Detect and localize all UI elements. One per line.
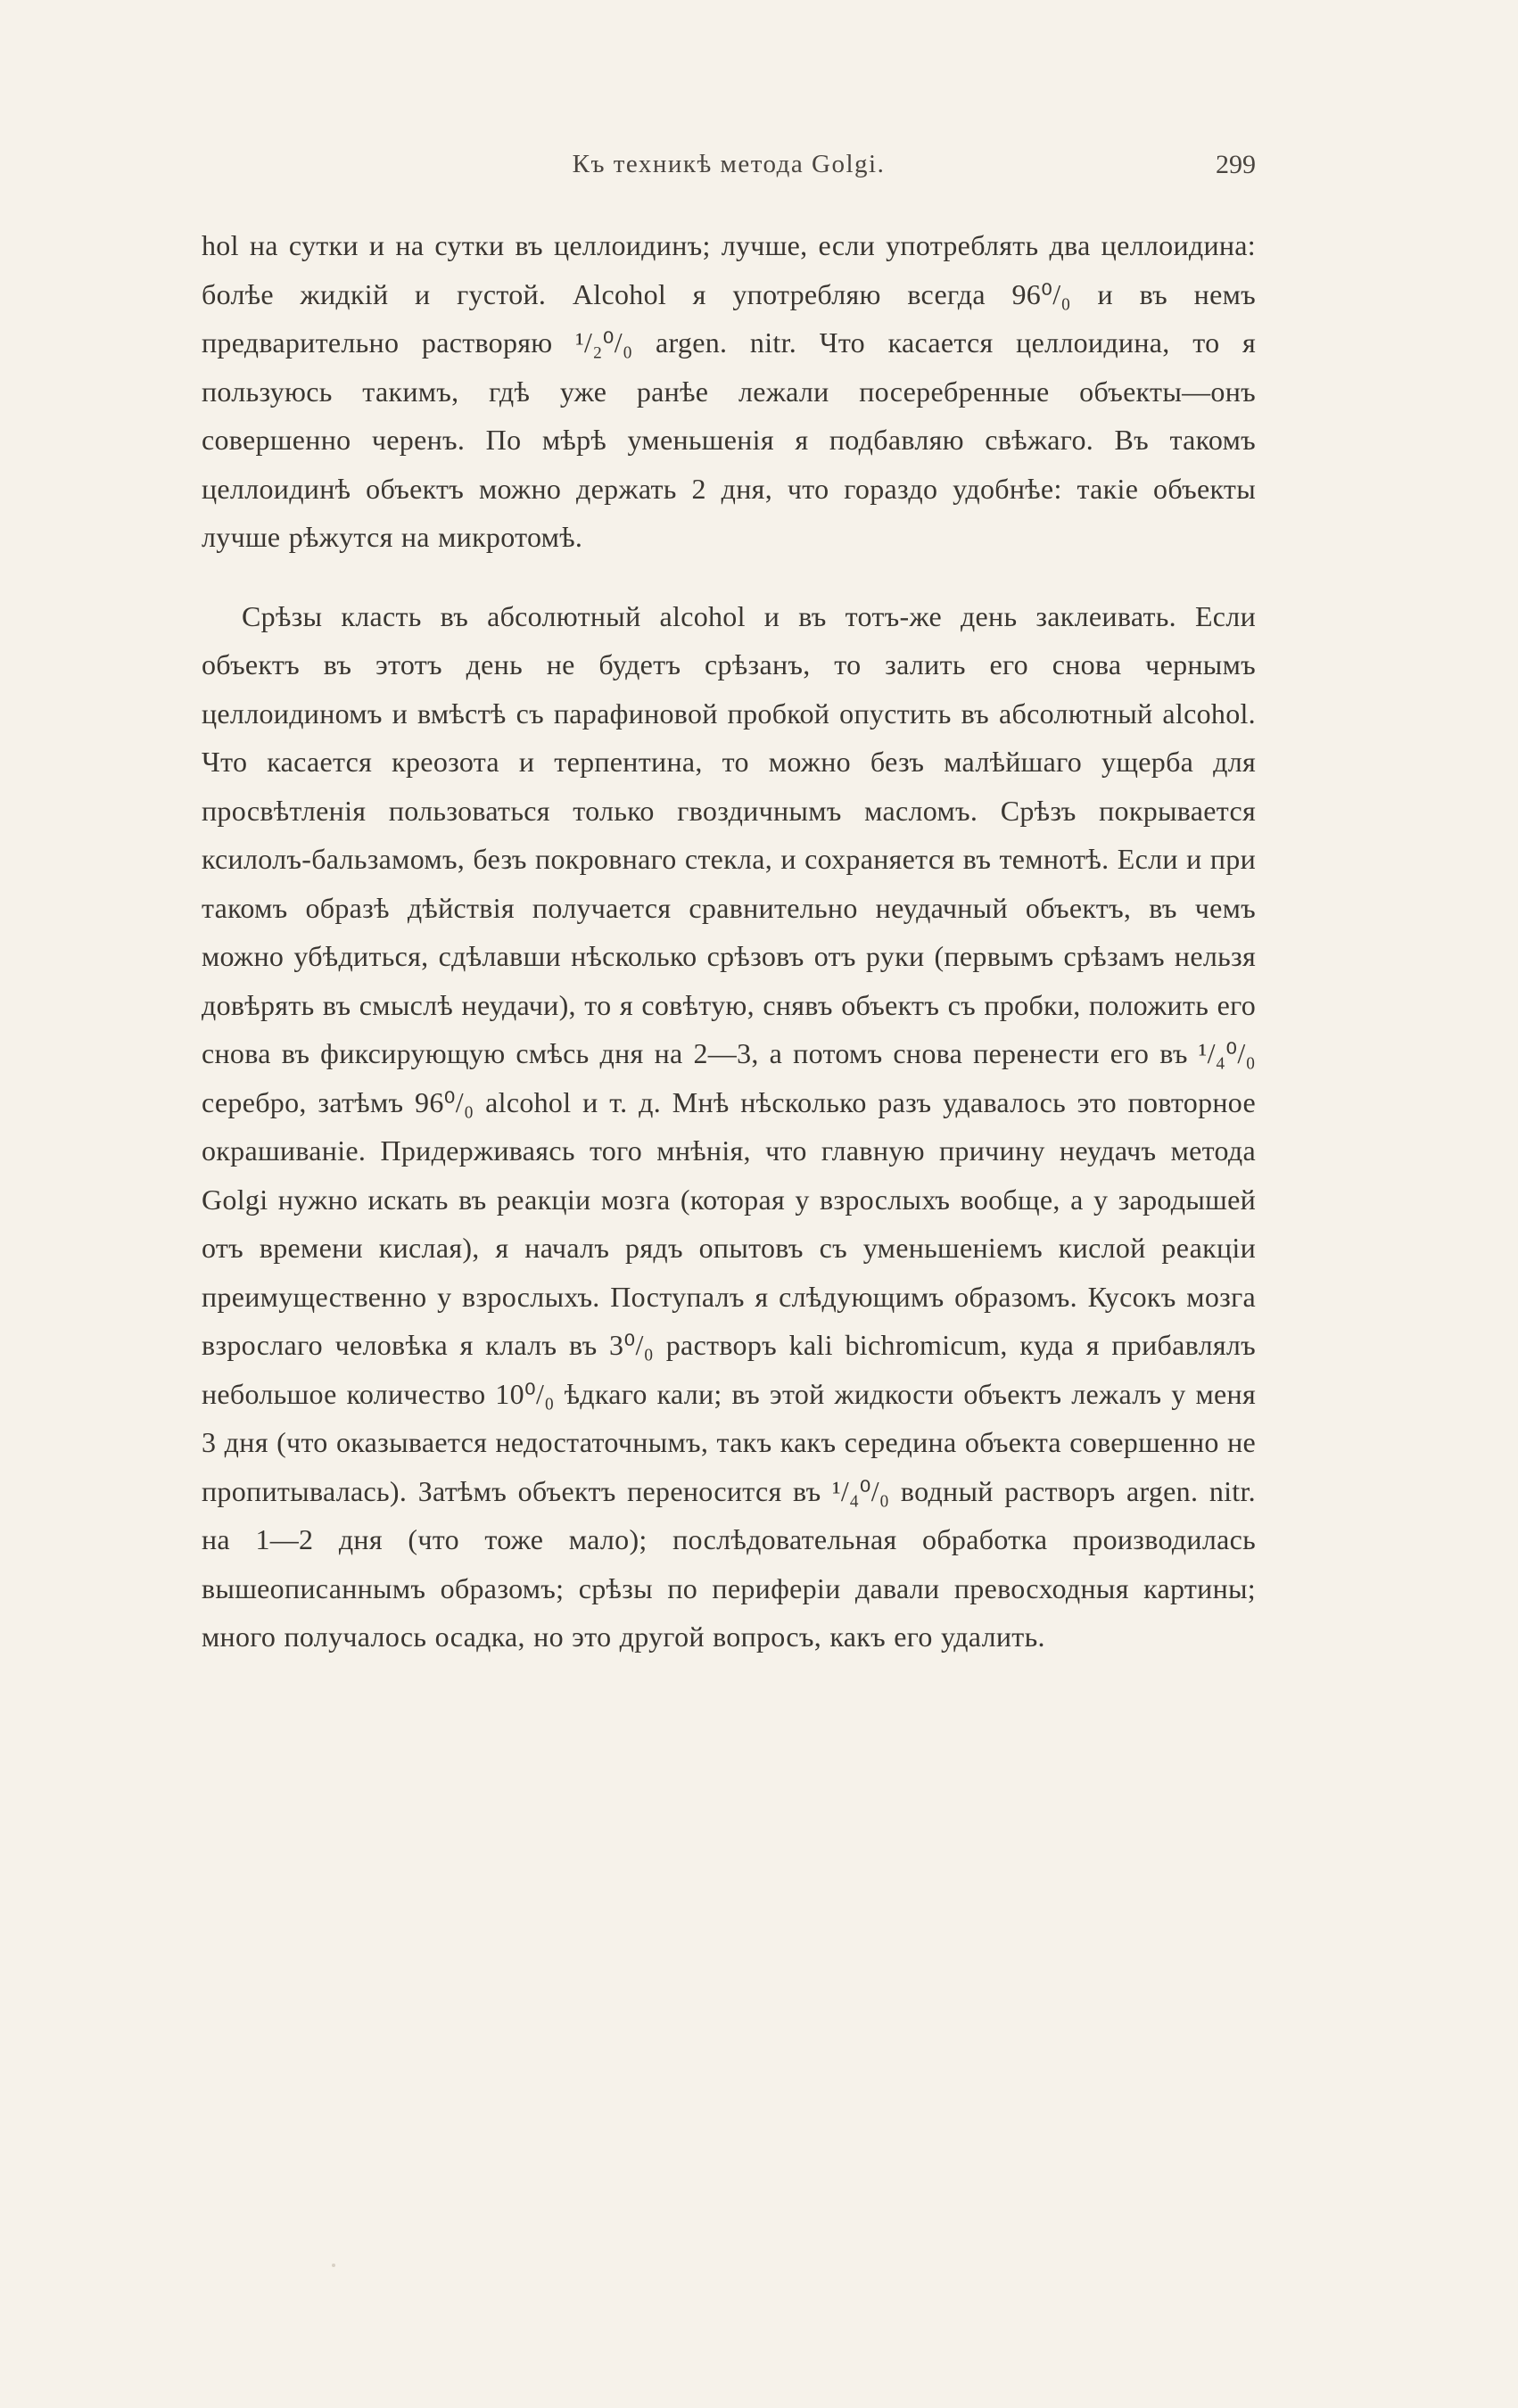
page-number: 299 (1216, 150, 1256, 179)
page-header (202, 150, 1256, 194)
paragraph: hol на сутки и на сутки въ целлоидинъ; лучше, если употреблять два целлоидина: болѣе жидкій и густой. Alcohol я употребляю всегда 96⁰/₀ и въ немъ предварительно растворяю ¹/₂⁰/₀ argen. nitr. Что касается целлоидина, то я пользуюсь такимъ, гдѣ уже ранѣе лежали посеребренные объекты—онъ совершенно черенъ. По мѣрѣ уменьшенія я подбавляю свѣжаго. Въ такомъ целлоидинѣ объектъ можно держать 2 дня, что гораздо удобнѣе: такіе объекты лучше рѣжутся на микротомѣ. (202, 229, 1256, 553)
body-text (202, 221, 1256, 1662)
running-title: Къ техникѣ метода Golgi. (572, 150, 886, 178)
paper-speck (332, 2264, 335, 2267)
paragraph: Срѣзы класть въ абсолютный alcohol и въ тотъ-же день заклеивать. Если объектъ въ этотъ день не будетъ срѣзанъ, то залить его снова чернымъ целлоидиномъ и вмѣстѣ съ парафиновой пробкой опустить въ абсолютный alcohol. Что касается креозота и терпентина, то можно безъ малѣйшаго ущерба для просвѣтленія пользоваться только гвоздичнымъ масломъ. Срѣзъ покрывается ксилолъ-бальзамомъ, безъ покровнаго стекла, и сохраняется въ темнотѣ. Если и при такомъ образѣ дѣйствія получается сравнительно неудачный объектъ, въ чемъ можно убѣдиться, сдѣлавши нѣсколько срѣзовъ отъ руки (первымъ срѣзамъ нельзя довѣрять въ смыслѣ неудачи), то я совѣтую, снявъ объектъ съ пробки, положить его снова въ фиксирующую смѣсь дня на 2—3, а потомъ снова перенести его въ ¹/₄⁰/₀ серебро, затѣмъ 96⁰/₀ alcohol и т. д. Мнѣ нѣсколько разъ удавалось это повторное окрашиваніе. Придерживаясь того мнѣнія, что главную причину неудачъ метода Golgi нужно искать въ реакціи мозга (которая у взрослыхъ вообще, а у зародышей отъ времени кислая), я началъ рядъ опытовъ съ уменьшеніемъ кислой реакціи преимущественно у взрослыхъ. Поступалъ я слѣдующимъ образомъ. Кусокъ мозга взрослаго человѣка я клалъ въ 3⁰/₀ растворъ kali bichromicum, куда я прибавлялъ небольшое количество 10⁰/₀ ѣдкаго кали; въ этой жидкости объектъ лежалъ у меня 3 дня (что оказывается недостаточнымъ, такъ какъ середина объекта совершенно не пропитывалась). Затѣмъ объектъ переносится въ ¹/₄⁰/₀ водный растворъ argen. nitr. на 1—2 дня (что тоже мало); послѣдовательная обработка производилась вышеописаннымъ образомъ; срѣзы по периферіи давали превосходныя картины; много получалось осадка, но это другой вопросъ, какъ его удалить. (202, 599, 1256, 1653)
